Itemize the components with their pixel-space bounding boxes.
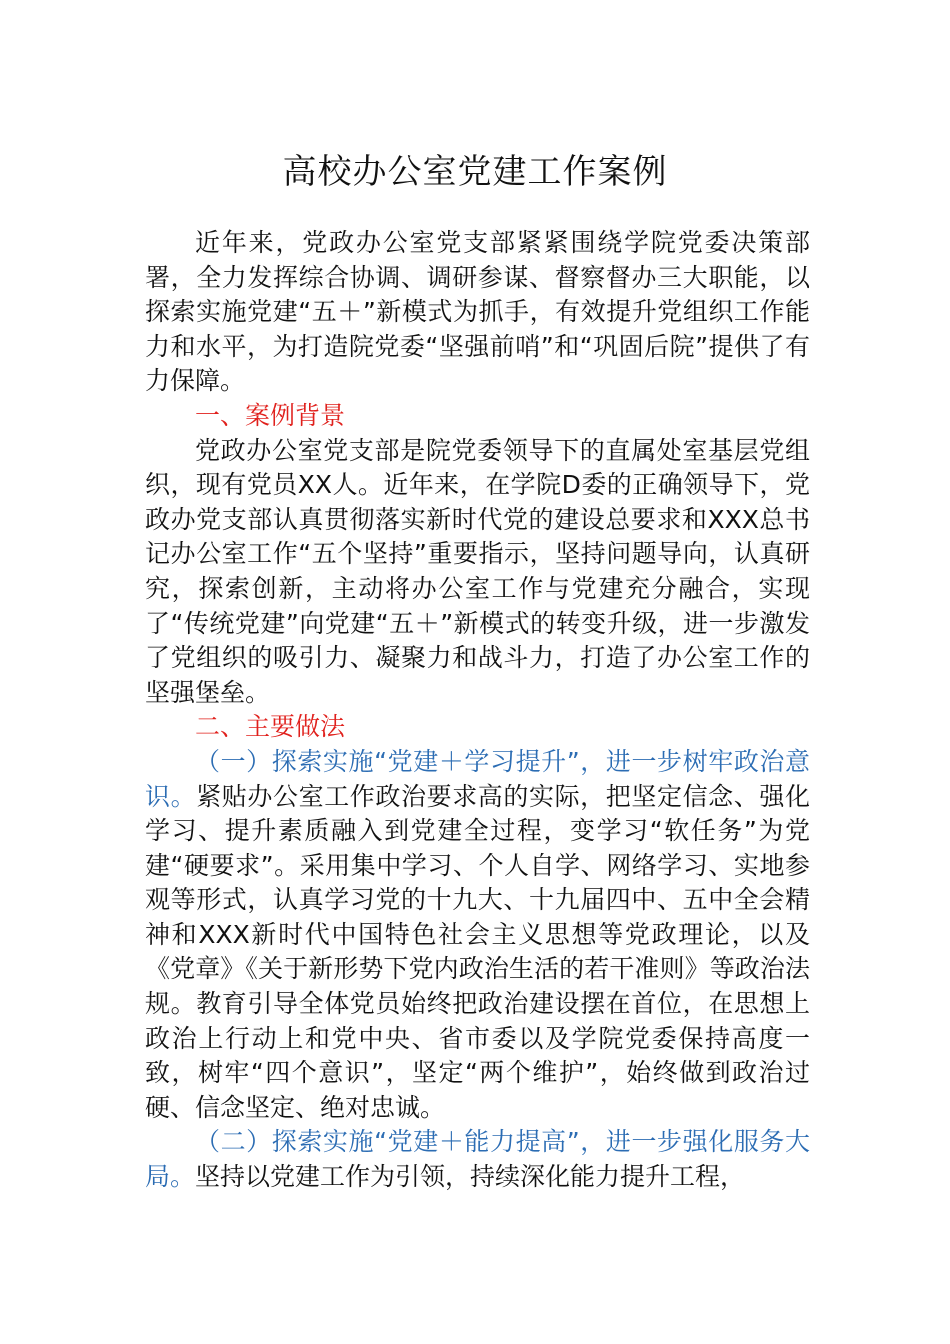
intro-paragraph: 近年来，党政办公室党支部紧紧围绕学院党委决策部署，全力发挥综合协调、调研参谋、督察督办三大职能，以探索实施党建“五＋”新模式为抓手，有效提升党组织工作能力和水平，为打造院党委“坚强前哨”和“巩固后院”提供了有力保障。	[145, 228, 810, 396]
document-title: 高校办公室党建工作案例	[282, 152, 668, 192]
practice-item-1	[145, 745, 810, 1126]
background-paragraph: 党政办公室党支部是院党委领导下的直属处室基层党组织，现有党员XX人。近年来，在学院D委的正确领导下，党政办党支部认真贯彻落实新时代党的建设总要求和XXX总书记办公室工作“五个坚持”重要指示，坚持问题导向，认真研究，探索创新，主动将办公室工作与党建充分融合，实现了“传统党建”向党建“五＋”新模式的转变升级，进一步激发了党组织的吸引力、凝聚力和战斗力，打造了办公室工作的坚强堡垒。	[145, 435, 810, 707]
practice-item-1-lead: （一）探索实施“党建＋学习提升”，进一步树牢政治意识。	[145, 746, 810, 811]
practice-item-2-lead: （二）探索实施“党建＋能力提高”，进一步强化服务大局。	[145, 1127, 810, 1192]
practice-item-2-body: 坚持以党建工作为引领，持续深化能力提升工程，	[195, 1162, 746, 1192]
practice-item-1-body: 紧贴办公室工作政治要求高的实际，把坚定信念、强化学习、提升素质融入到党建全过程，变学习“软任务”为党建“硬要求”。采用集中学习、个人自学、网络学习、实地参观等形式，认真学习党的十九大、十九届四中、五中全会精神和XXX新时代中国特色社会主义思想等党政理论，以及《党章》《关于新形势下党内政治生活的若干准则》等政治法规。教育引导全体党员始终把政治建设摆在首位，在思想上政治上行动上和党中央、省市委以及学院党委保持高度一致，树牢“四个意识”，坚定“两个维护”，始终做到政治过硬、信念坚定、绝对忠诚。	[145, 781, 810, 1122]
document-body	[145, 226, 810, 1195]
section-heading-background: 一、案例背景	[195, 400, 346, 430]
practice-item-2	[145, 1125, 810, 1194]
section-heading-main-practices: 二、主要做法	[195, 712, 346, 742]
